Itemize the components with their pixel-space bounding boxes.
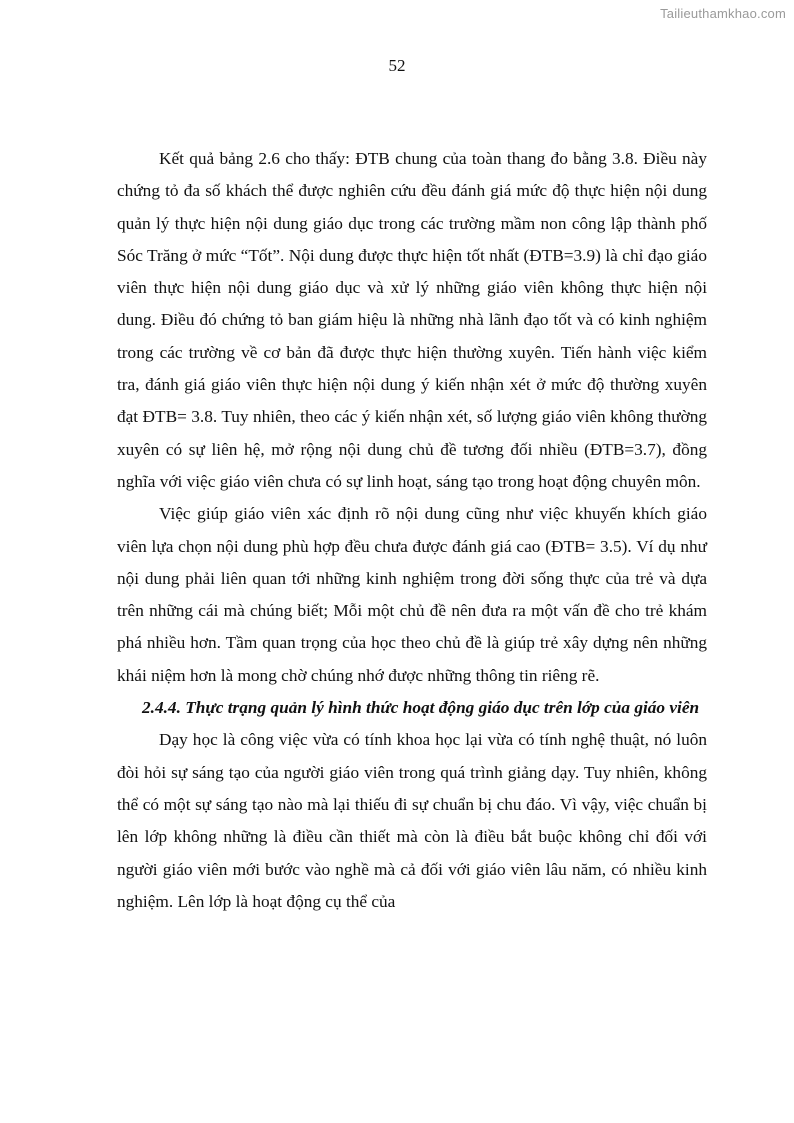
watermark: Tailieuthamkhao.com: [660, 6, 786, 21]
page-number: 52: [388, 56, 406, 75]
paragraph: Kết quả bảng 2.6 cho thấy: ĐTB chung của toàn thang đo bằng 3.8. Điều này chứng tỏ đa số khách thể được nghiên cứu đều đánh giá mức độ thực hiện nội dung quản lý thực hiện nội dung giáo dục trong các trường mầm non công lập thành phố Sóc Trăng ở mức “Tốt”. Nội dung được thực hiện tốt nhất (ĐTB=3.9) là chỉ đạo giáo viên thực hiện nội dung giáo dục và xử lý những giáo viên không thực hiện nội dung. Điều đó chứng tỏ ban giám hiệu là những nhà lãnh đạo tốt và có kinh nghiệm trong các trường về cơ bản đã được thực hiện thường xuyên. Tiến hành việc kiểm tra, đánh giá giáo viên thực hiện nội dung ý kiến nhận xét ở mức độ thường xuyên đạt ĐTB= 3.8. Tuy nhiên, theo các ý kiến nhận xét, số lượng giáo viên không thường xuyên có sự liên hệ, mở rộng nội dung chủ đề tương đối nhiều (ĐTB=3.7), đồng nghĩa với việc giáo viên chưa có sự linh hoạt, sáng tạo trong hoạt động chuyên môn.: [117, 149, 707, 491]
document-body: [117, 143, 707, 918]
paragraph: Dạy học là công việc vừa có tính khoa học lại vừa có tính nghệ thuật, nó luôn đòi hỏi sự sáng tạo của người giáo viên trong quá trình giảng dạy. Tuy nhiên, không thể có một sự sáng tạo nào mà lại thiếu đi sự chuẩn bị chu đáo. Vì vậy, việc chuẩn bị lên lớp không những là điều cần thiết mà còn là điều bắt buộc không chỉ đối với người giáo viên mới bước vào nghề mà cả đối với giáo viên lâu năm, có nhiều kinh nghiệm. Lên lớp là hoạt động cụ thể của: [117, 730, 707, 911]
paragraph: Việc giúp giáo viên xác định rõ nội dung cũng như việc khuyến khích giáo viên lựa chọn nội dung phù hợp đều chưa được đánh giá cao (ĐTB= 3.5). Ví dụ như nội dung phải liên quan tới những kinh nghiệm trong đời sống thực của trẻ và dựa trên những cái mà chúng biết; Mỗi một chủ đề nên đưa ra một vấn đề cho trẻ khám phá nhiều hơn. Tầm quan trọng của học theo chủ đề là giúp trẻ xây dựng nên những khái niệm hơn là mong chờ chúng nhớ được những thông tin riêng rẽ.: [117, 504, 707, 685]
section-heading: 2.4.4. Thực trạng quản lý hình thức hoạt động giáo dục trên lớp của giáo viên: [142, 698, 700, 718]
